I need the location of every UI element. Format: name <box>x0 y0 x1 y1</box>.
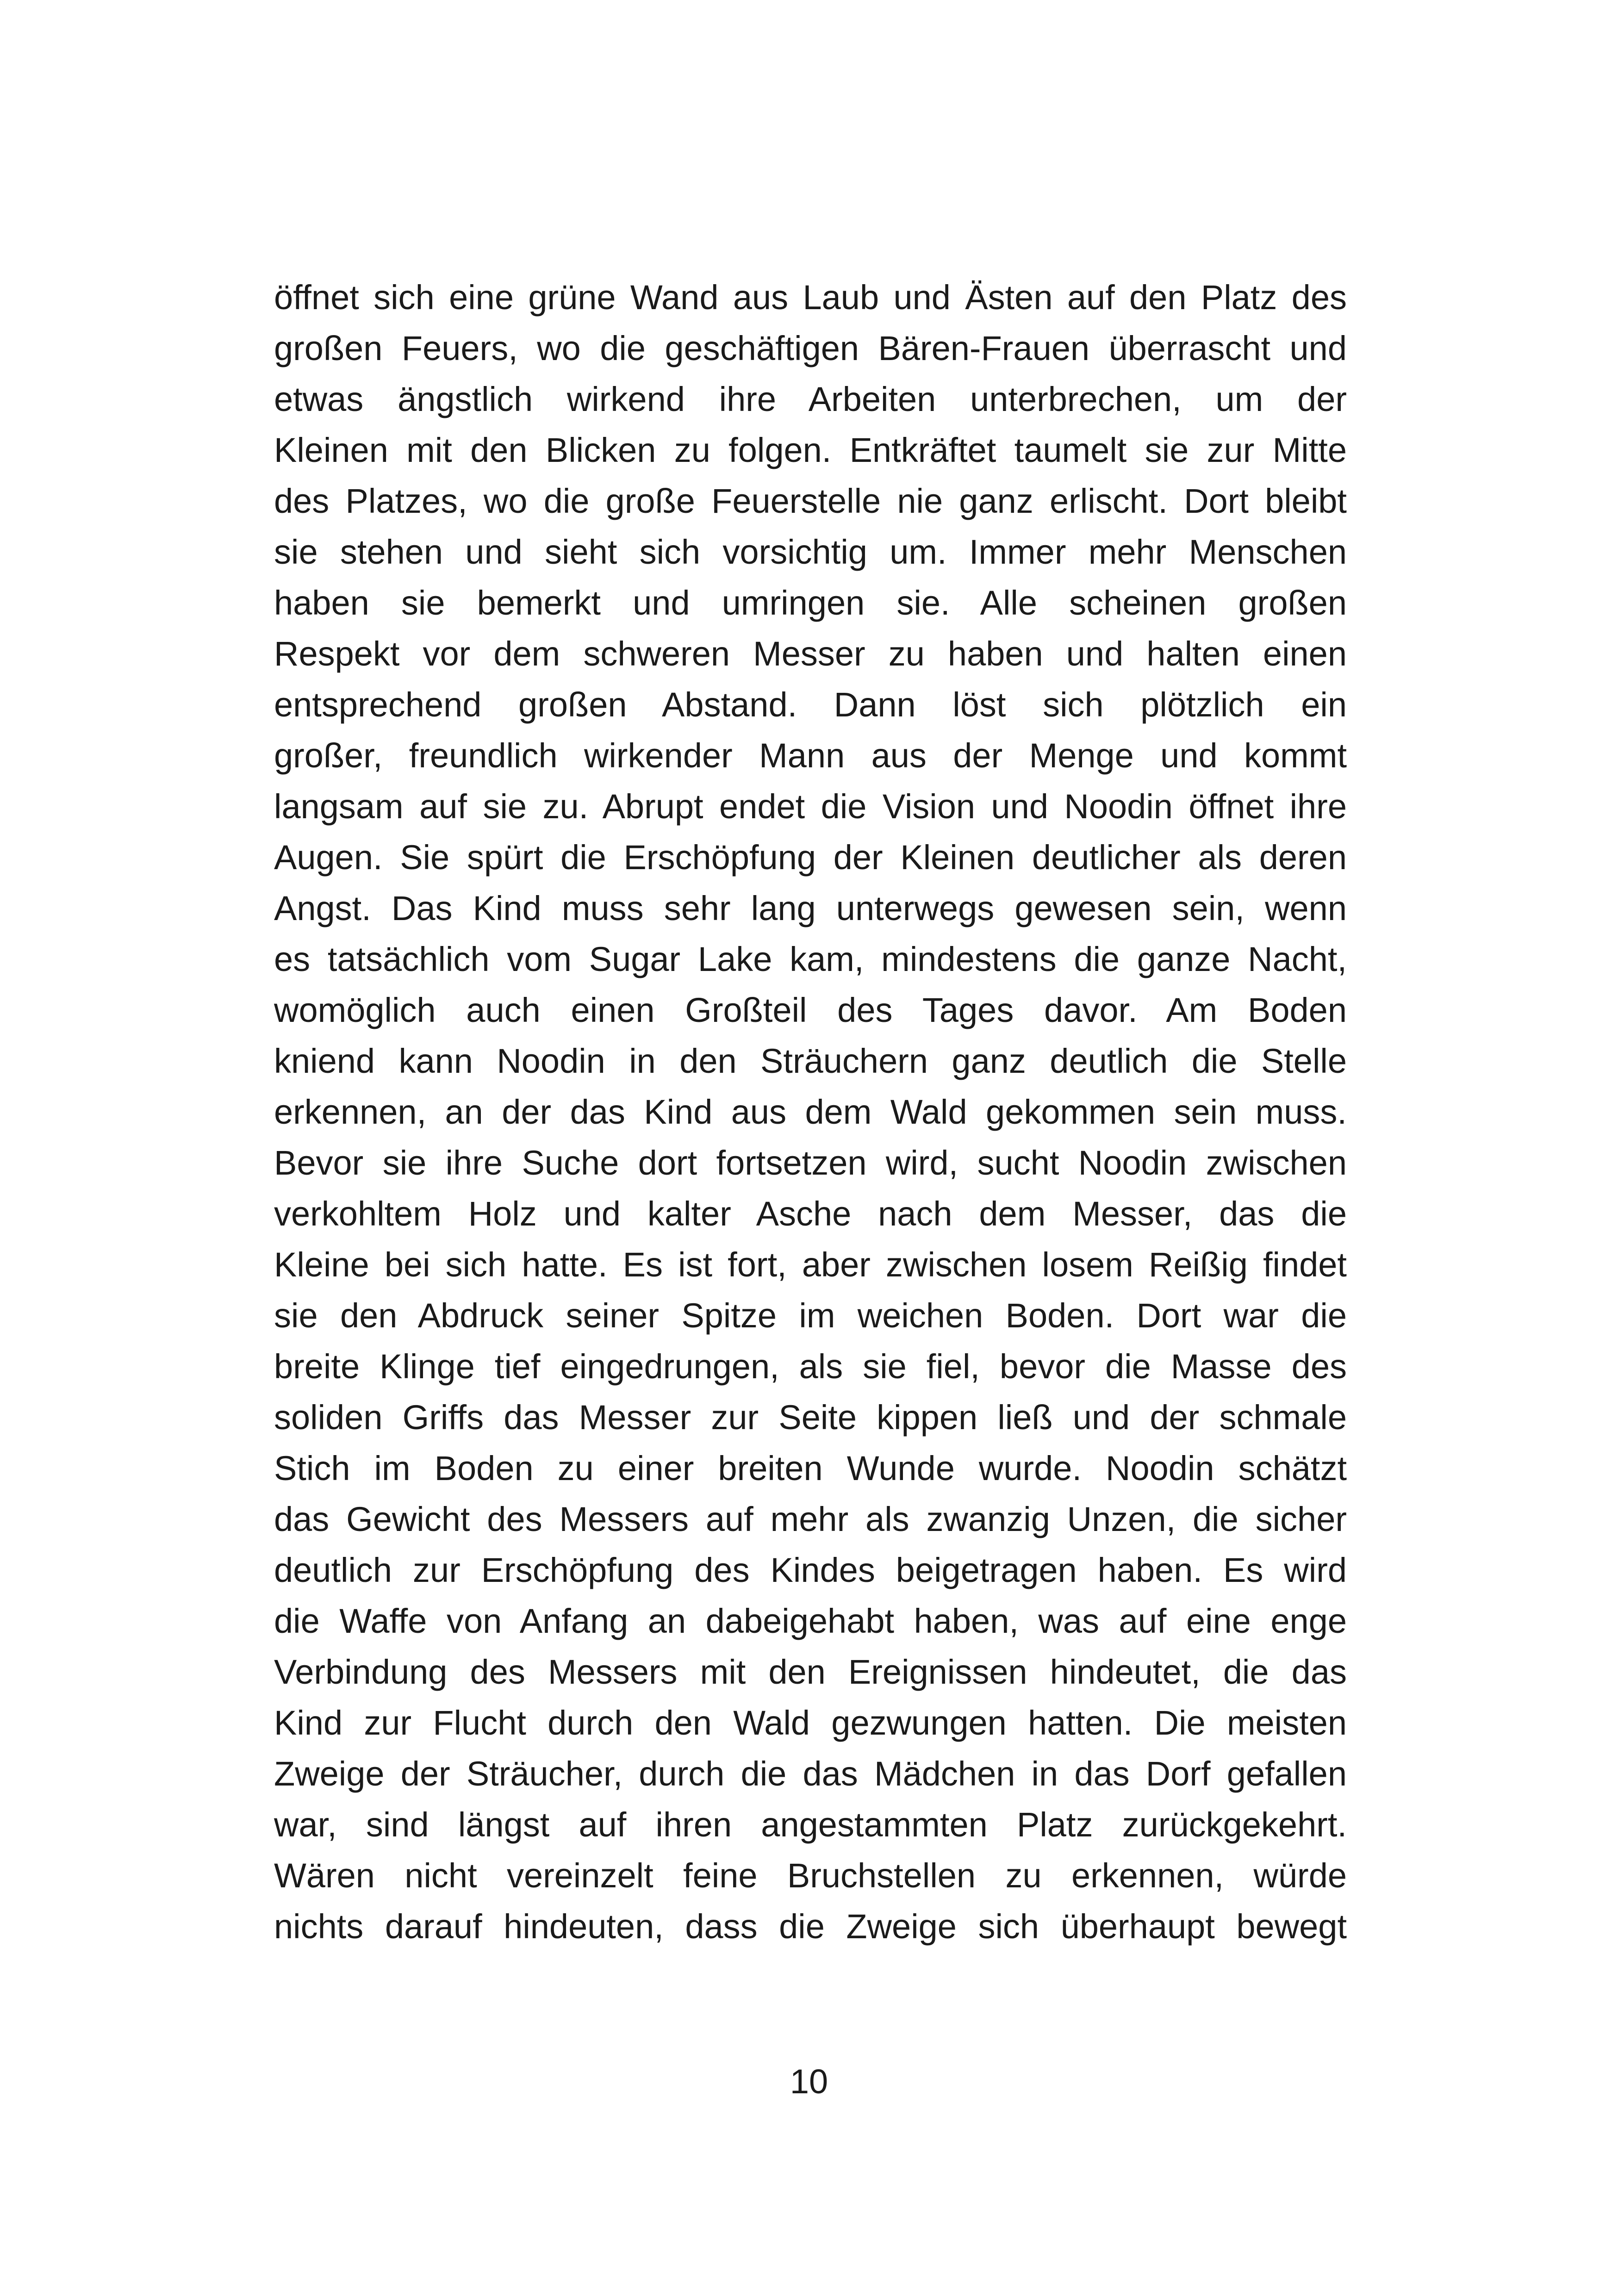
text-line: Zweige der Sträucher, durch die das Mädchen in das Dorf gefallen <box>274 1755 1347 1793</box>
text-line: nichts darauf hindeuten, dass die Zweige sich überhaupt bewegt <box>274 1907 1347 1946</box>
text-line: Respekt vor dem schweren Messer zu haben und halten einen <box>274 635 1347 673</box>
text-line: des Platzes, wo die große Feuerstelle nie ganz erlischt. Dort bleibt <box>274 482 1347 520</box>
text-line: entsprechend großen Abstand. Dann löst sich plötzlich ein <box>274 685 1347 724</box>
text-line: soliden Griffs das Messer zur Seite kippen ließ und der schmale <box>274 1398 1347 1437</box>
body-text <box>274 272 1347 1952</box>
text-line: es tatsächlich vom Sugar Lake kam, mindestens die ganze Nacht, <box>274 940 1347 978</box>
text-line: breite Klinge tief eingedrungen, als sie fiel, bevor die Masse des <box>274 1347 1347 1386</box>
text-line: verkohltem Holz und kalter Asche nach dem Messer, das die <box>274 1195 1347 1233</box>
text-line: deutlich zur Erschöpfung des Kindes beigetragen haben. Es wird <box>274 1551 1347 1589</box>
text-line: erkennen, an der das Kind aus dem Wald gekommen sein muss. <box>274 1093 1347 1131</box>
text-line: Kind zur Flucht durch den Wald gezwungen hatten. Die meisten <box>274 1704 1347 1742</box>
text-line: Stich im Boden zu einer breiten Wunde wurde. Noodin schätzt <box>274 1449 1347 1487</box>
text-line: sie stehen und sieht sich vorsichtig um. Immer mehr Menschen <box>274 533 1347 571</box>
text-line: Angst. Das Kind muss sehr lang unterwegs gewesen sein, wenn <box>274 889 1347 927</box>
text-line: kniend kann Noodin in den Sträuchern ganz deutlich die Stelle <box>274 1042 1347 1080</box>
text-line: Wären nicht vereinzelt feine Bruchstellen zu erkennen, würde <box>274 1856 1347 1895</box>
text-line: Bevor sie ihre Suche dort fortsetzen wird, sucht Noodin zwischen <box>274 1144 1347 1182</box>
text-line: Verbindung des Messers mit den Ereignissen hindeutet, die das <box>274 1653 1347 1691</box>
text-line: Kleine bei sich hatte. Es ist fort, aber zwischen losem Reißig findet <box>274 1245 1347 1284</box>
text-line: großen Feuers, wo die geschäftigen Bären-Frauen überrascht und <box>274 329 1347 367</box>
text-line: großer, freundlich wirkender Mann aus der Menge und kommt <box>274 736 1347 775</box>
text-line: womöglich auch einen Großteil des Tages davor. Am Boden <box>274 991 1347 1029</box>
text-line: haben sie bemerkt und umringen sie. Alle scheinen großen <box>274 584 1347 622</box>
text-line: sie den Abdruck seiner Spitze im weichen Boden. Dort war die <box>274 1296 1347 1335</box>
text-line: das Gewicht des Messers auf mehr als zwanzig Unzen, die sicher <box>274 1500 1347 1538</box>
text-line: Augen. Sie spürt die Erschöpfung der Kleinen deutlicher als deren <box>274 838 1347 877</box>
text-line: langsam auf sie zu. Abrupt endet die Vision und Noodin öffnet ihre <box>274 787 1347 826</box>
text-line: etwas ängstlich wirkend ihre Arbeiten unterbrechen, um der <box>274 380 1347 418</box>
text-line: war, sind längst auf ihren angestammten Platz zurückgekehrt. <box>274 1805 1347 1844</box>
text-line: öffnet sich eine grüne Wand aus Laub und Ästen auf den Platz des <box>274 278 1347 317</box>
text-line: die Waffe von Anfang an dabeigehabt haben, was auf eine enge <box>274 1602 1347 1640</box>
text-line: Kleinen mit den Blicken zu folgen. Entkräftet taumelt sie zur Mitte <box>274 431 1347 469</box>
page-number: 10 <box>790 2062 828 2101</box>
